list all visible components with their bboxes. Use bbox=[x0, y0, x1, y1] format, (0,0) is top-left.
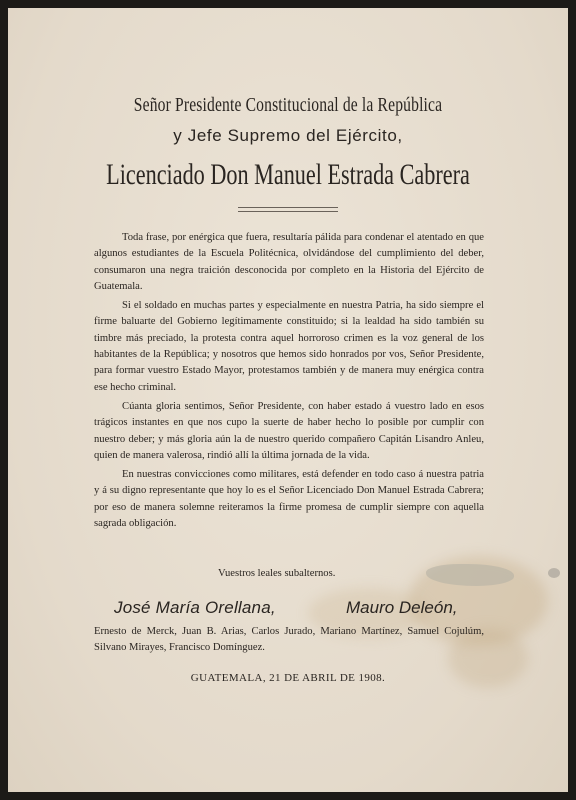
paragraph: Cúanta gloria sentimos, Señor Presidente, con haber estado á vuestro lado en esos trágicos instantes en que nos cupo la suerte de haber hecho lo posible por cumplir con nuestro deber; y más gloria aún la de nuestro querido compañero Capitán Lisandro Anleu, quien de manera valerosa, rindió allí la última jornada de la vida. bbox=[94, 400, 484, 461]
paragraph: Si el soldado en muchas partes y especialmente en nuestra Patria, ha sido siempre el firme baluarte del Gobierno legítimamente constituido; si la lealdad ha sido también su timbre más preciado, la protesta contra aquel horroroso crimen es la voz general de los habitantes de la República; y nosotros que hemos sido honrados por vos, Señor Presidente, para formar vuestro Estado Mayor, protestamos también y de manera muy enérgica contra ese hecho criminal. bbox=[94, 300, 484, 393]
header-line-1: Señor Presidente Constitucional de la República bbox=[133, 94, 443, 116]
header-line-2: y Jefe Supremo del Ejército, bbox=[173, 126, 403, 145]
document-sheet bbox=[8, 8, 568, 792]
paragraph: Toda frase, por enérgica que fuera, resultaría pálida para condenar el atentado en que algunos estudiantes de la Escuela Politécnica, olvidándose del cumplimiento del deber, consumaron una negra traición desconocida por completo en la Historia del Ejército de Guatemala. bbox=[94, 232, 484, 292]
signature-others: Ernesto de Merck, Juan B. Arias, Carlos Jurado, Mariano Martínez, Samuel Cojulúm, Silvano Mirayes, Francisco Domínguez. bbox=[94, 626, 484, 653]
date-line: GUATEMALA, 21 DE ABRIL DE 1908. bbox=[190, 672, 386, 684]
signature-primary-right: Mauro Deleón, bbox=[346, 598, 458, 617]
signature-primary-left: José María Orellana, bbox=[114, 598, 276, 617]
divider-rule bbox=[238, 207, 338, 212]
header-line-3: Licenciado Don Manuel Estrada Cabrera bbox=[106, 158, 470, 191]
letter-body bbox=[94, 230, 484, 535]
closing-salutation: Vuestros leales subalternos. bbox=[218, 568, 336, 579]
paragraph: En nuestras convicciones como militares, está defender en todo caso á nuestra patria y á su digno representante que hoy lo es el Señor Licenciado Don Manuel Estrada Cabrera; por eso de manera solemne reiteramos la firme promesa de cumplir siempre con aquella sagrada obligación. bbox=[94, 469, 484, 530]
paper-damage-mark bbox=[548, 568, 560, 578]
